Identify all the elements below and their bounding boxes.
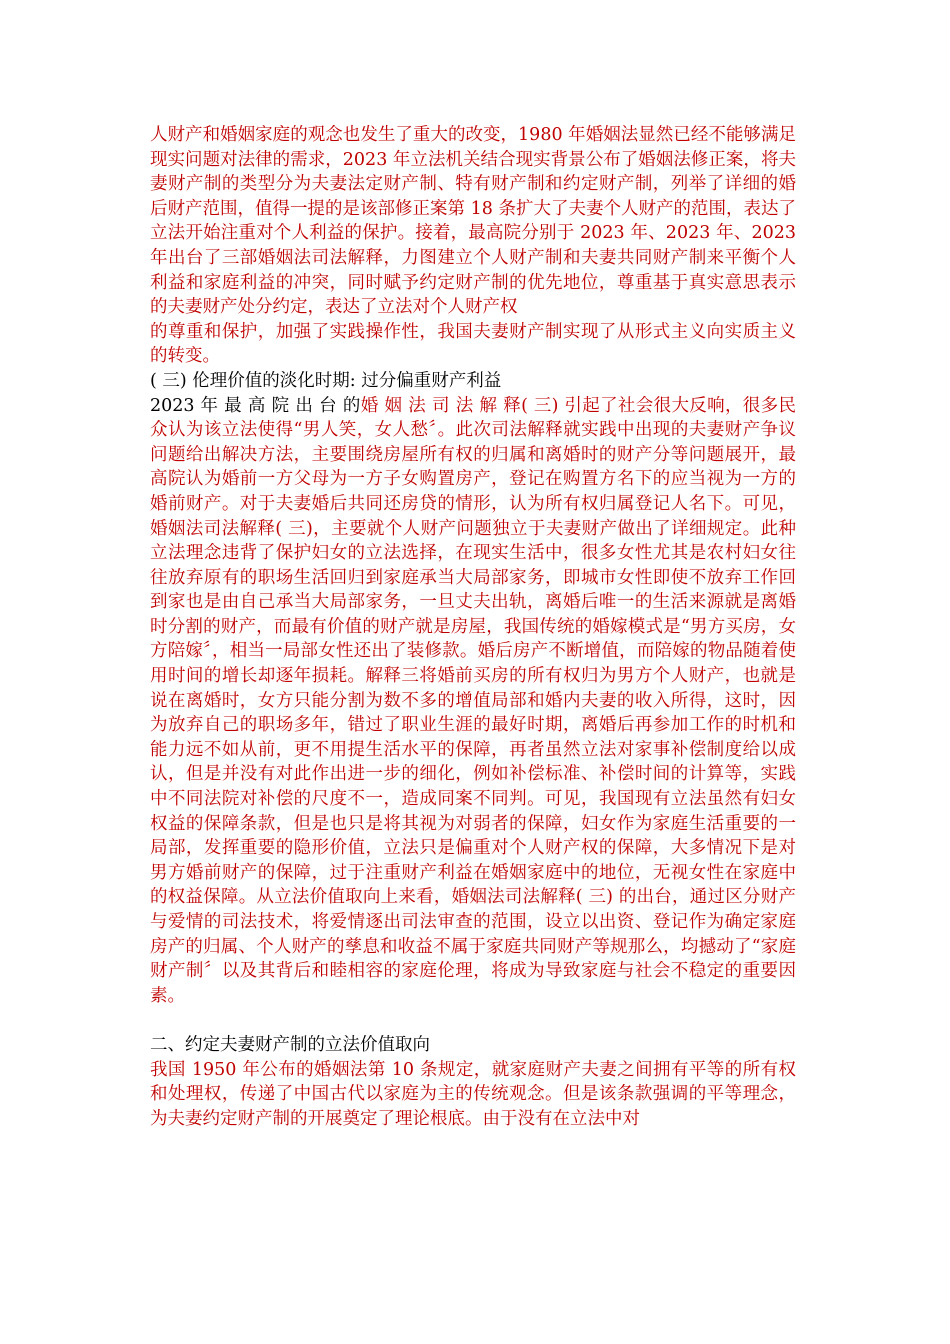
paragraph-main-body: 婚 姻 法 司 法 解 释( 三) 引起了社会很大反响，很多民众认为该立法使得“男人笑，女人愁〞。此次司法解释就实践中出现的夫妻财产争议问题给出解决方法，主要围绕房屋所有权的归属和离婚时的财产分等问题展开，最高院认为婚前一方父母为一方子女购置房产，登记在购置方名下的应当视为一方的婚前财产。对于夫妻婚后共同还房贷的情形，认为所有权归属登记人名下。可见，婚姻法司法解释( 三)，主要就个人财产问题独立于夫妻财产做出了详细规定。此种立法理念违背了保护妇女的立法选择，在现实生活中，很多女性尤其是农村妇女往往放弃原有的职场生活回归到家庭承当大局部家务，即城市女性即使不放弃工作回到家也是由自己承当大局部家务，一旦丈夫出轨，离婚后唯一的生活来源就是离婚时分割的财产，而最有价值的财产就是房屋，我国传统的婚嫁模式是“男方买房，女方陪嫁〞，相当一局部女性还出了装修款。婚后房产不断增值，而陪嫁的物品随着使用时间的增长却逐年损耗。解释三将婚前买房的所有权归为男方个人财产，也就是说在离婚时，女方只能分割为数不多的增值局部和婚内夫妻的收入所得，这时，因为放弃自己的职场多年，错过了职业生涯的最好时期，离婚后再参加工作的时机和能力远不如从前，更不用提生活水平的保障，再者虽然立法对家事补偿制度给以成认，但是并没有对此作出进一步的细化，例如补偿标准、补偿时间的计算等，实践中不同法院对补偿的尺度不一，造成同案不同判。可见，我国现有立法虽然有妇女权益的保障条款，但是也只是将其视为对弱者的保障，妇女作为家庭生活重要的一局部，发挥重要的隐形价值，立法只是偏重对个人财产权的保障，大多情况下是对男方婚前财产的保障，过于注重财产利益在婚姻家庭中的地位，无视女性在家庭中的权益保障。从立法价值取向上来看，婚姻法司法解释( 三) 的出台，通过区分财产与爱情的司法技术，将爱情逐出司法审查的范围，设立以出资、登记作为确定家庭房产的归属、个人财产的孳息和收益不属于家庭共同财产等规那么，均撼动了“家庭财产制〞以及其背后和睦相容的家庭伦理，将成为导致家庭与社会不稳定的重要因素。 xyxy=(150,395,796,1006)
paragraph-gap xyxy=(150,1008,796,1033)
document-body xyxy=(150,123,796,1131)
paragraph-main xyxy=(150,394,796,1009)
paragraph-main-lead: 2023 年 最 高 院 出 台 的 xyxy=(150,395,361,416)
paragraph-continued-tail: 的尊重和保护，加强了实践操作性，我国夫妻财产制实现了从形式主义向实质主义的转变。 xyxy=(150,321,796,367)
paragraph-bottom: 我国 1950 年公布的婚姻法第 10 条规定，就家庭财产夫妻之间拥有平等的所有权和处理权，传递了中国古代以家庭为主的传统观念。但是该条款强调的平等理念，为夫妻约定财产制的开展奠定了理论根底。由于没有在立法中对 xyxy=(150,1059,796,1129)
section-heading-3: ( 三) 伦理价值的淡化时期: 过分偏重财产利益 xyxy=(150,370,502,391)
paragraph-continued: 人财产和婚姻家庭的观念也发生了重大的改变，1980 年婚姻法显然已经不能够满足现实问题对法律的需求，2023 年立法机关结合现实背景公布了婚姻法修正案，将夫妻财产制的类型分为夫妻法定财产制、特有财产制和约定财产制，列举了详细的婚后财产范围，值得一提的是该部修正案第 18 条扩大了夫妻个人财产的范围，表达了立法开始注重对个人利益的保护。接着，最高院分别于 2023 年、2023 年、2023 年出台了三部婚姻法司法解释，力图建立个人财产制和夫妻共同财产制来平衡个人利益和家庭利益的冲突，同时赋予约定财产制的优先地位，尊重基于真实意思表示的夫妻财产处分约定，表达了立法对个人财产权 xyxy=(150,125,796,318)
section-heading-2: 二、约定夫妻财产制的立法价值取向 xyxy=(150,1034,430,1055)
